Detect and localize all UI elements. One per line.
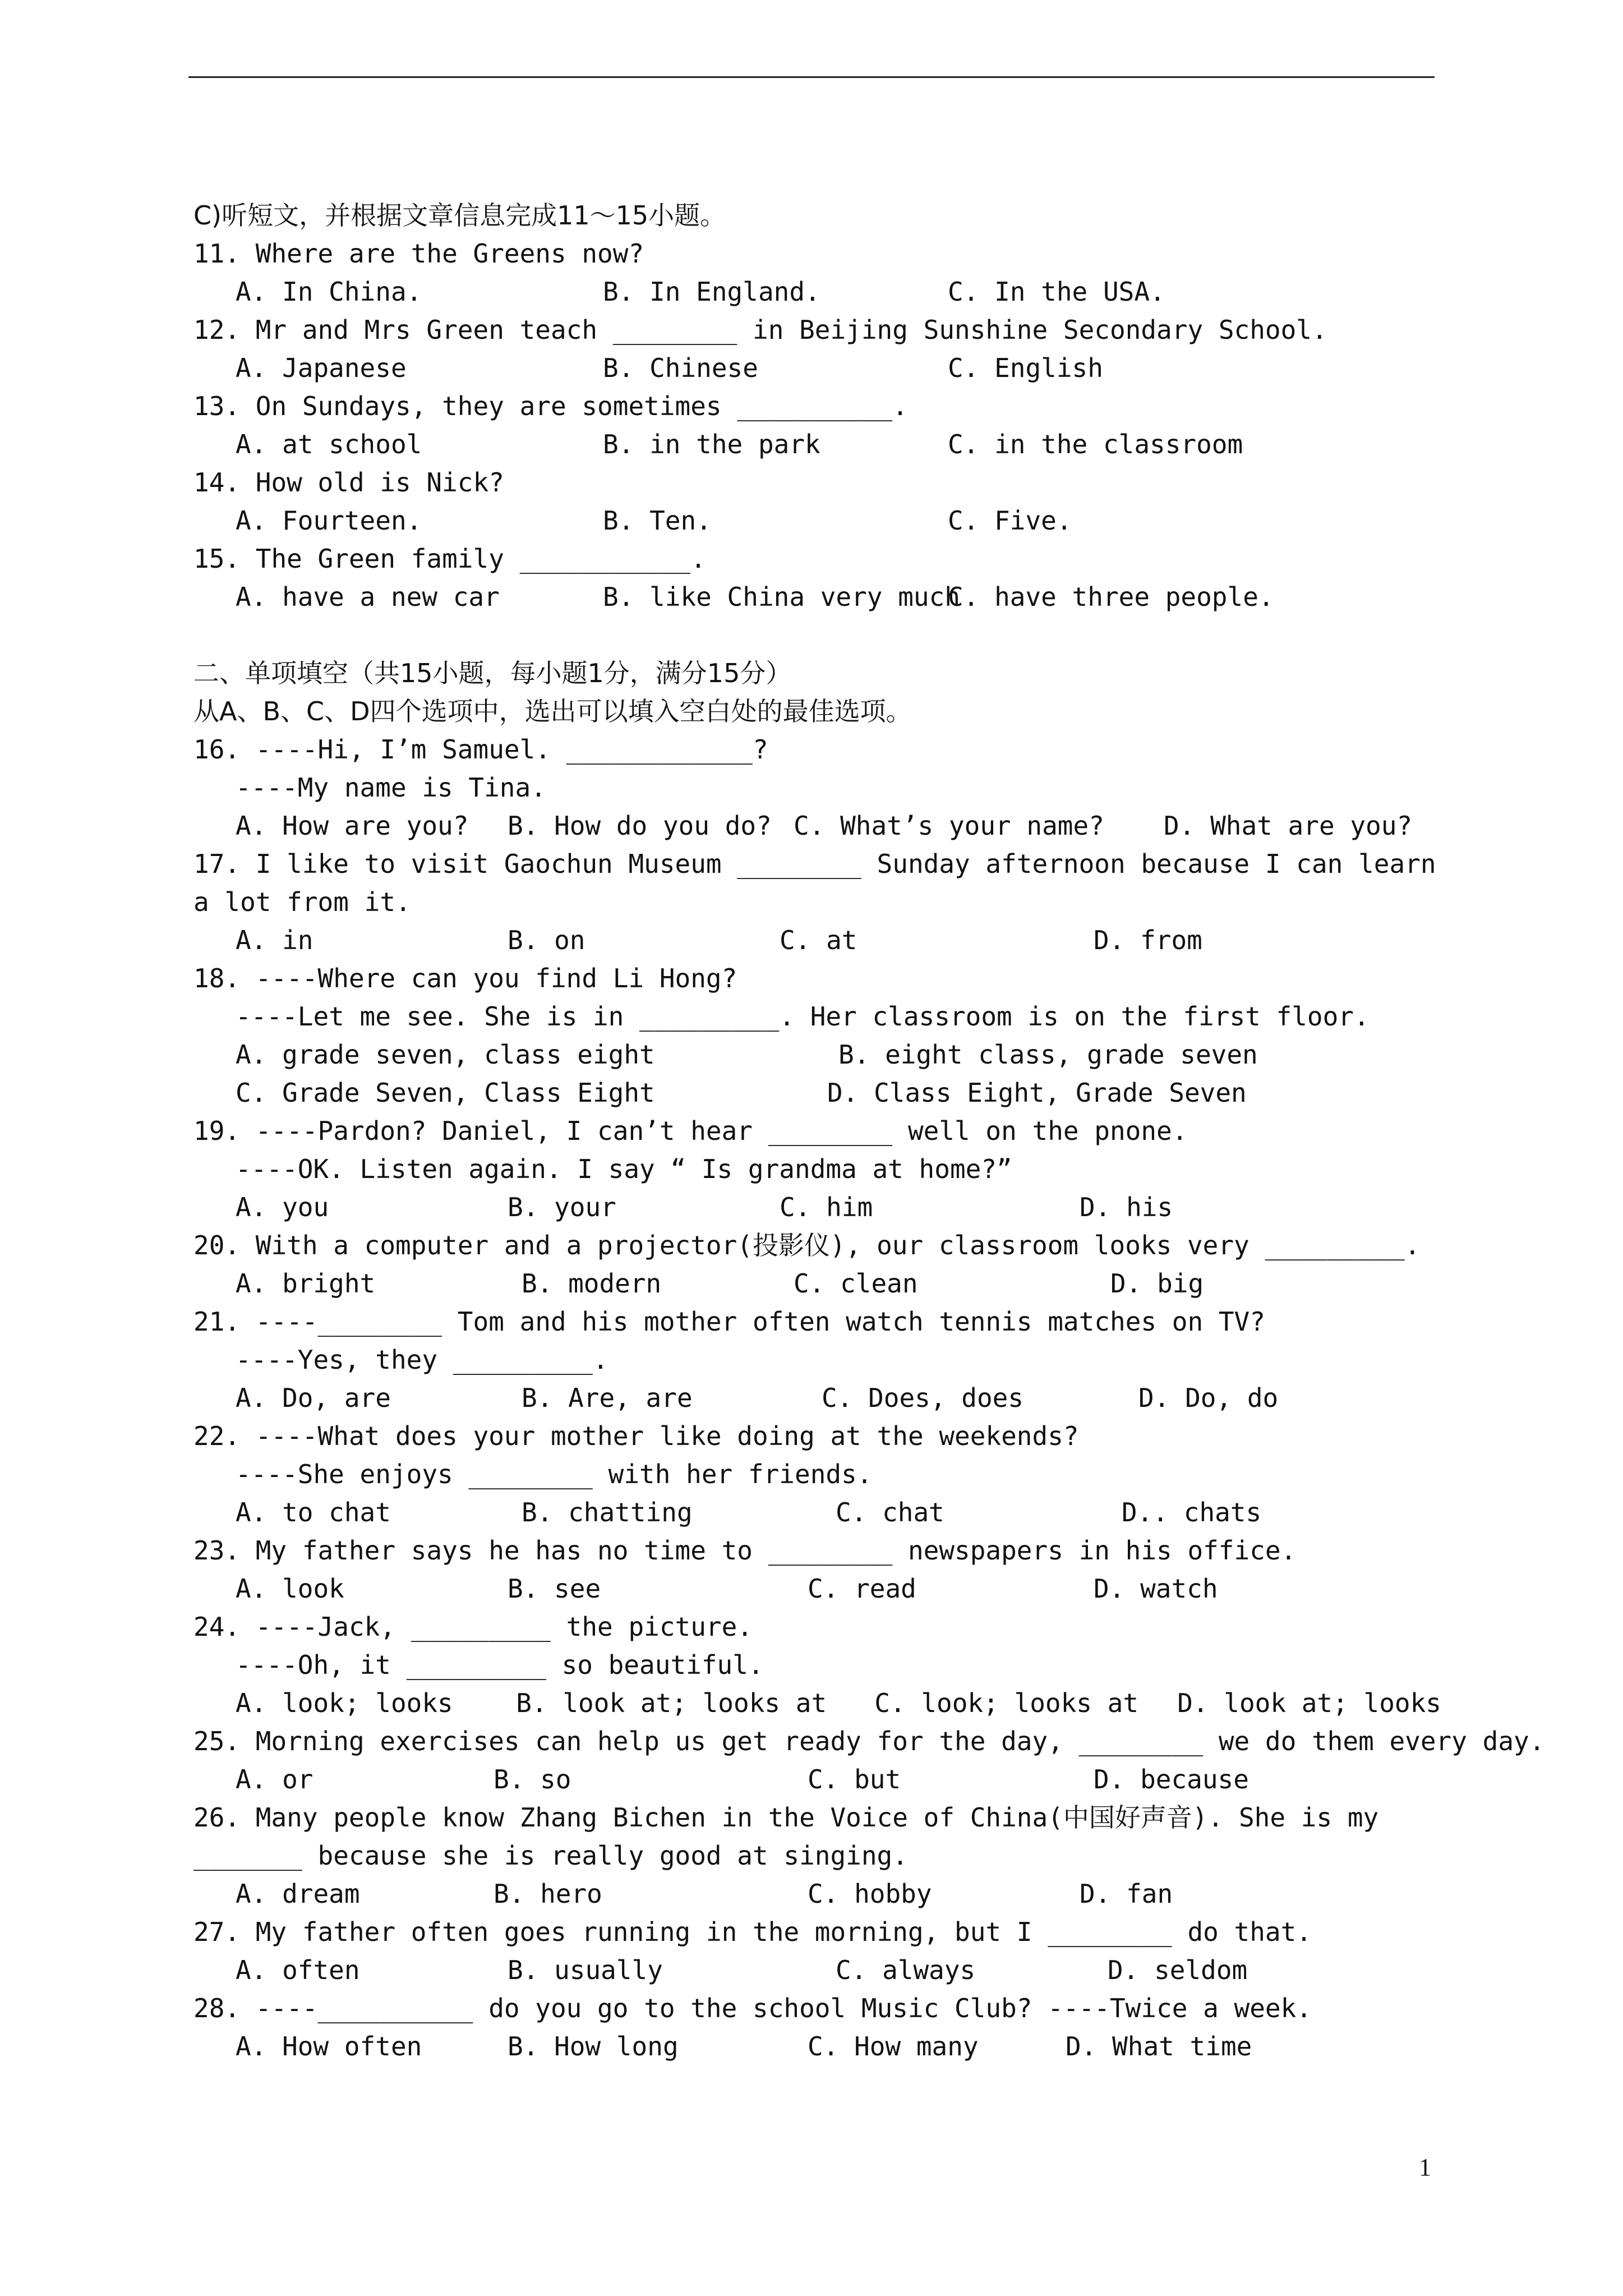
option-c: C. always — [836, 1955, 976, 1985]
option-b: B. like China very much — [603, 582, 960, 612]
option-a: A. at school — [236, 429, 422, 459]
option-d: D. because — [1094, 1764, 1249, 1795]
question-24-line-2: ----Oh, it _________ so beautiful. — [236, 1650, 764, 1680]
option-b: B. eight class, grade seven — [838, 1039, 1258, 1070]
option-a: A. grade seven, class eight — [236, 1039, 655, 1070]
option-c: C. Grade Seven, Class Eight — [236, 1078, 655, 1108]
question-19-line-1: 19. ----Pardon? Daniel, I can’t hear ________ well on the pnone. — [193, 1116, 1188, 1146]
question-16-line-2: ----My name is Tina. — [236, 772, 546, 803]
question-22-line-2: ----She enjoys ________ with her friends. — [236, 1459, 873, 1489]
option-d: D. seldom — [1108, 1955, 1248, 1985]
option-c: C. In the USA. — [948, 277, 1165, 307]
question-23-stem: 23. My father says he has no time to ________ newspapers in his office. — [193, 1535, 1297, 1566]
option-b: B. look at; looks at — [516, 1688, 827, 1718]
option-c: C. him — [780, 1192, 873, 1222]
option-c: C. look; looks at — [874, 1688, 1139, 1718]
option-d: D. Do, do — [1138, 1383, 1279, 1413]
option-c: C. but — [808, 1764, 901, 1795]
part-c-instruction: C)听短文，并根据文章信息完成11～15小题。 — [193, 200, 726, 231]
option-d: D. Class Eight, Grade Seven — [827, 1078, 1247, 1108]
option-a: A. How are you? — [236, 811, 469, 841]
option-a: A. in — [236, 925, 313, 955]
option-c: C. How many — [808, 2031, 979, 2062]
option-b: B. Chinese — [603, 353, 758, 383]
option-b: B. chatting — [522, 1497, 693, 1527]
option-c: C. read — [808, 1573, 916, 1604]
option-a: A. In China. — [236, 277, 422, 307]
option-c: C. Five. — [948, 505, 1072, 536]
option-b: B. How long — [508, 2031, 679, 2062]
question-17-stem: 17. I like to visit Gaochun Museum ________ Sunday afternoon because I can learn a lot from it. — [193, 849, 1436, 917]
option-d: D. fan — [1080, 1879, 1173, 1909]
question-27-stem: 27. My father often goes running in the morning, but I ________ do that. — [193, 1917, 1312, 1947]
question-15-options — [193, 578, 1441, 616]
option-a: A. bright — [236, 1268, 376, 1299]
question-27-options — [193, 1951, 1441, 1989]
question-21-line-1: 21. ----________ Tom and his mother often watch tennis matches on TV? — [193, 1306, 1265, 1337]
question-11-stem: 11. Where are the Greens now? — [193, 238, 644, 269]
option-b: B. Ten. — [603, 505, 712, 536]
option-c: C. chat — [836, 1497, 944, 1527]
option-b: B. hero — [494, 1879, 602, 1909]
question-26-stem: 26. Many people know Zhang Bichen in the Voice of China(中国好声音). She is my _______ because she is really good at singing. — [193, 1802, 1379, 1871]
option-d: D. What time — [1066, 2031, 1252, 2062]
question-25-options — [193, 1760, 1441, 1798]
question-14-stem: 14. How old is Nick? — [193, 467, 504, 498]
question-15-stem: 15. The Green family ___________. — [193, 544, 706, 574]
question-24-options — [193, 1684, 1441, 1722]
question-22-options — [193, 1493, 1441, 1531]
question-23-options — [193, 1570, 1441, 1608]
section-2-instruction: 从A、B、C、D四个选项中，选出可以填入空白处的最佳选项。 — [193, 696, 912, 726]
question-21-line-2: ----Yes, they _________. — [236, 1345, 608, 1375]
option-b: B. modern — [522, 1268, 662, 1299]
option-c: C. clean — [794, 1268, 918, 1299]
option-b: B. How do you do? — [508, 811, 772, 841]
question-11-options — [193, 273, 1441, 311]
question-20-stem: 20. With a computer and a projector(投影仪), our classroom looks very _________. — [193, 1230, 1421, 1260]
question-16-options — [193, 807, 1441, 845]
question-20-options — [193, 1264, 1441, 1303]
option-d: D. watch — [1094, 1573, 1218, 1604]
option-c: C. English — [948, 353, 1103, 383]
question-13-stem: 13. On Sundays, they are sometimes __________. — [193, 391, 908, 421]
option-a: A. Fourteen. — [236, 505, 422, 536]
option-a: A. have a new car — [236, 582, 500, 612]
question-19-options — [193, 1188, 1441, 1226]
option-a: A. you — [236, 1192, 329, 1222]
page-content — [193, 196, 1545, 2065]
option-c: C. Does, does — [822, 1383, 1024, 1413]
option-b: B. so — [494, 1764, 571, 1795]
option-d: D. What are you? — [1164, 811, 1413, 841]
question-28-stem: 28. ----__________ do you go to the school Music Club? ----Twice a week. — [193, 1993, 1312, 2023]
section-2-title: 二、单项填空（共15小题，每小题1分，满分15分） — [193, 658, 792, 688]
question-18-line-2: ----Let me see. She is in _________. Her classroom is on the first floor. — [236, 1001, 1370, 1032]
question-16-line-1: 16. ----Hi, I’m Samuel. ____________? — [193, 734, 768, 765]
option-c: C. What’s your name? — [794, 811, 1104, 841]
option-a: A. Japanese — [236, 353, 407, 383]
question-12-stem: 12. Mr and Mrs Green teach ________ in Beijing Sunshine Secondary School. — [193, 315, 1327, 345]
option-d: D. his — [1080, 1192, 1173, 1222]
option-b: B. in the park — [603, 429, 820, 459]
option-c: C. have three people. — [948, 582, 1274, 612]
option-a: A. to chat — [236, 1497, 391, 1527]
option-a: A. often — [236, 1955, 360, 1985]
page-number: 1 — [1419, 2154, 1431, 2181]
option-d: D. big — [1110, 1268, 1204, 1299]
option-a: A. How often — [236, 2031, 422, 2062]
option-a: A. dream — [236, 1879, 360, 1909]
option-d: D.. chats — [1122, 1497, 1262, 1527]
question-18-options-row-2 — [193, 1074, 1441, 1112]
question-25-stem: 25. Morning exercises can help us get ready for the day, ________ we do them every day. — [193, 1726, 1545, 1756]
option-c: C. at — [780, 925, 857, 955]
question-21-options — [193, 1379, 1441, 1417]
question-26-options — [193, 1875, 1441, 1913]
question-12-options — [193, 349, 1441, 387]
question-14-options — [193, 501, 1441, 540]
question-19-line-2: ----OK. Listen again. I say “ Is grandma at home?” — [236, 1154, 1012, 1184]
question-17-options — [193, 921, 1441, 959]
option-b: B. on — [508, 925, 585, 955]
question-18-line-1: 18. ----Where can you find Li Hong? — [193, 963, 737, 993]
section-gap — [193, 616, 1441, 654]
option-b: B. Are, are — [522, 1383, 693, 1413]
header-rule — [188, 76, 1435, 78]
question-24-line-1: 24. ----Jack, _________ the picture. — [193, 1612, 753, 1642]
option-d: D. from — [1094, 925, 1202, 955]
option-b: B. In England. — [603, 277, 820, 307]
question-28-options — [193, 2027, 1441, 2065]
option-b: B. see — [508, 1573, 601, 1604]
option-d: D. look at; looks — [1177, 1688, 1441, 1718]
option-b: B. usually — [508, 1955, 663, 1985]
option-c: C. in the classroom — [948, 429, 1243, 459]
option-a: A. look; looks — [236, 1688, 453, 1718]
question-22-line-1: 22. ----What does your mother like doing at the weekends? — [193, 1421, 1079, 1451]
option-a: A. or — [236, 1764, 313, 1795]
option-c: C. hobby — [808, 1879, 932, 1909]
question-13-options — [193, 425, 1441, 463]
option-a: A. Do, are — [236, 1383, 391, 1413]
option-a: A. look — [236, 1573, 344, 1604]
option-b: B. your — [508, 1192, 616, 1222]
question-18-options-row-1 — [193, 1036, 1441, 1074]
